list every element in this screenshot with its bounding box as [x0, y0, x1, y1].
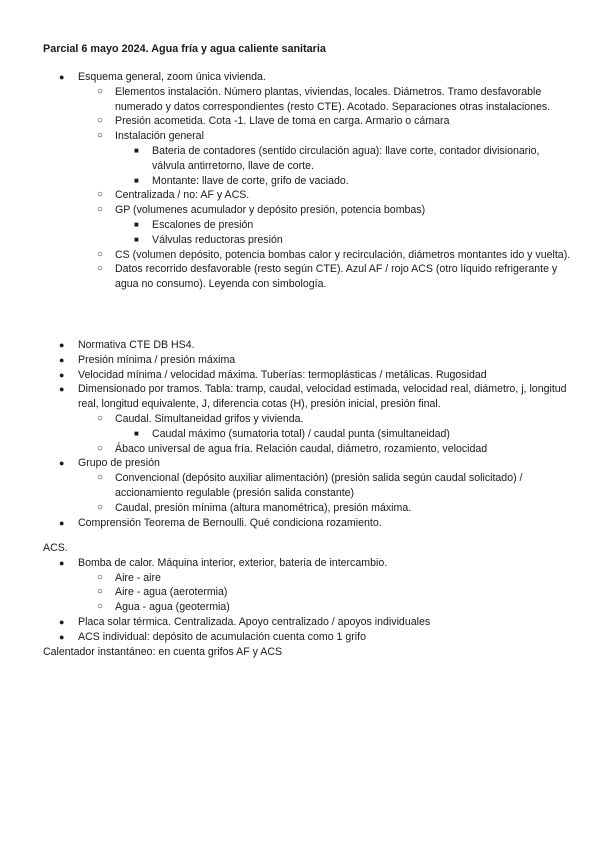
list-item: ○ Centralizada / no: AF y ACS.	[97, 189, 250, 202]
list-item: ○ Presión acometida. Cota -1. Llave de toma en carga. Armario o cámara	[97, 115, 450, 128]
list-item: ○ GP (volumenes acumulador y depósito presión, potencia bombas)	[97, 204, 426, 217]
bullet-disc-icon: ●	[59, 340, 65, 350]
list-item: ● Placa solar térmica. Centralizada. Apoyo centralizado / apoyos individuales	[59, 615, 431, 628]
section-heading: ACS.	[43, 542, 68, 554]
bullet-circle-icon: ○	[97, 189, 104, 201]
list-item: ○ Instalación general	[97, 130, 204, 143]
bullet-circle-icon: ○	[97, 601, 104, 613]
list-item: ■ Caudal máximo (sumatoria total) / caudal punta (simultaneidad)	[134, 427, 450, 440]
list-item: ■ Escalones de presión	[134, 218, 254, 231]
bullet-disc-icon: ●	[59, 354, 65, 365]
bullet-disc-icon: ●	[59, 72, 65, 82]
bullet-square-icon: ■	[134, 219, 139, 229]
list-item: ● Normativa CTE DB HS4.	[59, 339, 195, 351]
list-item: ○ Datos recorrido desfavorable (resto según CTE). Azul AF / rojo ACS (otro líquido refrigerante y agua no consumo). Leyenda con simbología.	[97, 263, 558, 291]
list-item: ○ CS (volumen depósito, potencia bombas calor y recirculación, diámetros montantes ido y vuelta).	[97, 248, 571, 261]
bullet-circle-icon: ○	[97, 85, 104, 97]
bullet-square-icon: ■	[134, 234, 139, 244]
list-item: ● Dimensionado por tramos. Tabla: tramp, caudal, velocidad estimada, velocidad real, diámetro, j, longitud real, longitud equivalente, J, diferencia cotas (H), presión inicial, presión final.	[59, 383, 567, 411]
list-item: ● Presión mínima / presión máxima	[59, 353, 236, 366]
bullet-disc-icon: ●	[59, 384, 65, 395]
bullet-square-icon: ■	[134, 428, 139, 438]
bullet-disc-icon: ●	[59, 557, 65, 568]
list-item: ○ Agua - agua (geotermia)	[97, 601, 230, 614]
bullet-circle-icon: ○	[97, 115, 104, 127]
list-item: ● Bomba de calor. Máquina interior, exterior, bateria de intercambio.	[59, 556, 388, 569]
section-normativa	[0, 338, 600, 530]
bullet-disc-icon: ●	[59, 631, 65, 642]
list-item: ● Velocidad mínima / velocidad máxima. Tuberías: termoplásticas / metálicas. Rugosidad	[59, 368, 487, 381]
list-item: ● ACS individual: depósito de acumulación cuenta como 1 grifo	[59, 630, 366, 643]
list-item: ● Esquema general, zoom única vivienda.	[59, 71, 266, 83]
list-item: ● Grupo de presión	[59, 457, 160, 470]
list-item: ○ Elementos instalación. Número plantas, viviendas, locales. Diámetros. Tramo desfavorable numerado y datos correspondientes (resto CTE). Acotado. Separaciones otras instalaciones.	[97, 85, 551, 113]
bullet-circle-icon: ○	[97, 442, 104, 454]
bullet-square-icon: ■	[134, 145, 139, 155]
bullet-circle-icon: ○	[97, 571, 104, 583]
list-item: ○ Ábaco universal de agua fría. Relación caudal, diámetro, rozamiento, velocidad	[97, 442, 488, 455]
calentador-note: Calentador instantáneo: en cuenta grifos AF y ACS	[43, 645, 283, 658]
bullet-circle-icon: ○	[97, 204, 104, 216]
document-title: Parcial 6 mayo 2024. Agua fría y agua caliente sanitaria	[43, 43, 326, 55]
section-esquema	[0, 70, 600, 292]
bullet-disc-icon: ●	[59, 458, 65, 469]
list-item: ○ Aire - agua (aerotermia)	[97, 586, 228, 599]
bullet-circle-icon: ○	[97, 501, 104, 513]
list-item: ○ Caudal, presión mínima (altura manométrica), presión máxima.	[97, 501, 412, 514]
list-item: ● Comprensión Teorema de Bernoulli. Qué condiciona rozamiento.	[59, 516, 382, 529]
bullet-circle-icon: ○	[97, 412, 104, 424]
bullet-disc-icon: ●	[59, 369, 65, 380]
list-item: ■ Bateria de contadores (sentido circulación agua): llave corte, contador divisionario, válvula antirretorno, llave de corte.	[134, 144, 540, 172]
bullet-circle-icon: ○	[97, 130, 104, 142]
bullet-disc-icon: ●	[59, 616, 65, 627]
bullet-circle-icon: ○	[97, 586, 104, 598]
bullet-circle-icon: ○	[97, 248, 104, 260]
bullet-circle-icon: ○	[97, 472, 104, 484]
list-item: ○ Aire - aire	[97, 571, 161, 584]
list-item: ■ Válvulas reductoras presión	[134, 233, 283, 246]
bullet-circle-icon: ○	[97, 263, 104, 275]
list-item: ○ Caudal. Simultaneidad grifos y vivienda.	[97, 412, 304, 425]
list-item: ■ Montante: llave de corte, grifo de vaciado.	[134, 174, 349, 187]
bullet-disc-icon: ●	[59, 517, 65, 528]
list-item: ○ Convencional (depósito auxiliar alimentación) (presión salida según caudal solicitado) / accionamiento regulable (presión salida constante)	[97, 472, 523, 499]
section-acs	[0, 541, 600, 659]
bullet-square-icon: ■	[134, 175, 139, 185]
